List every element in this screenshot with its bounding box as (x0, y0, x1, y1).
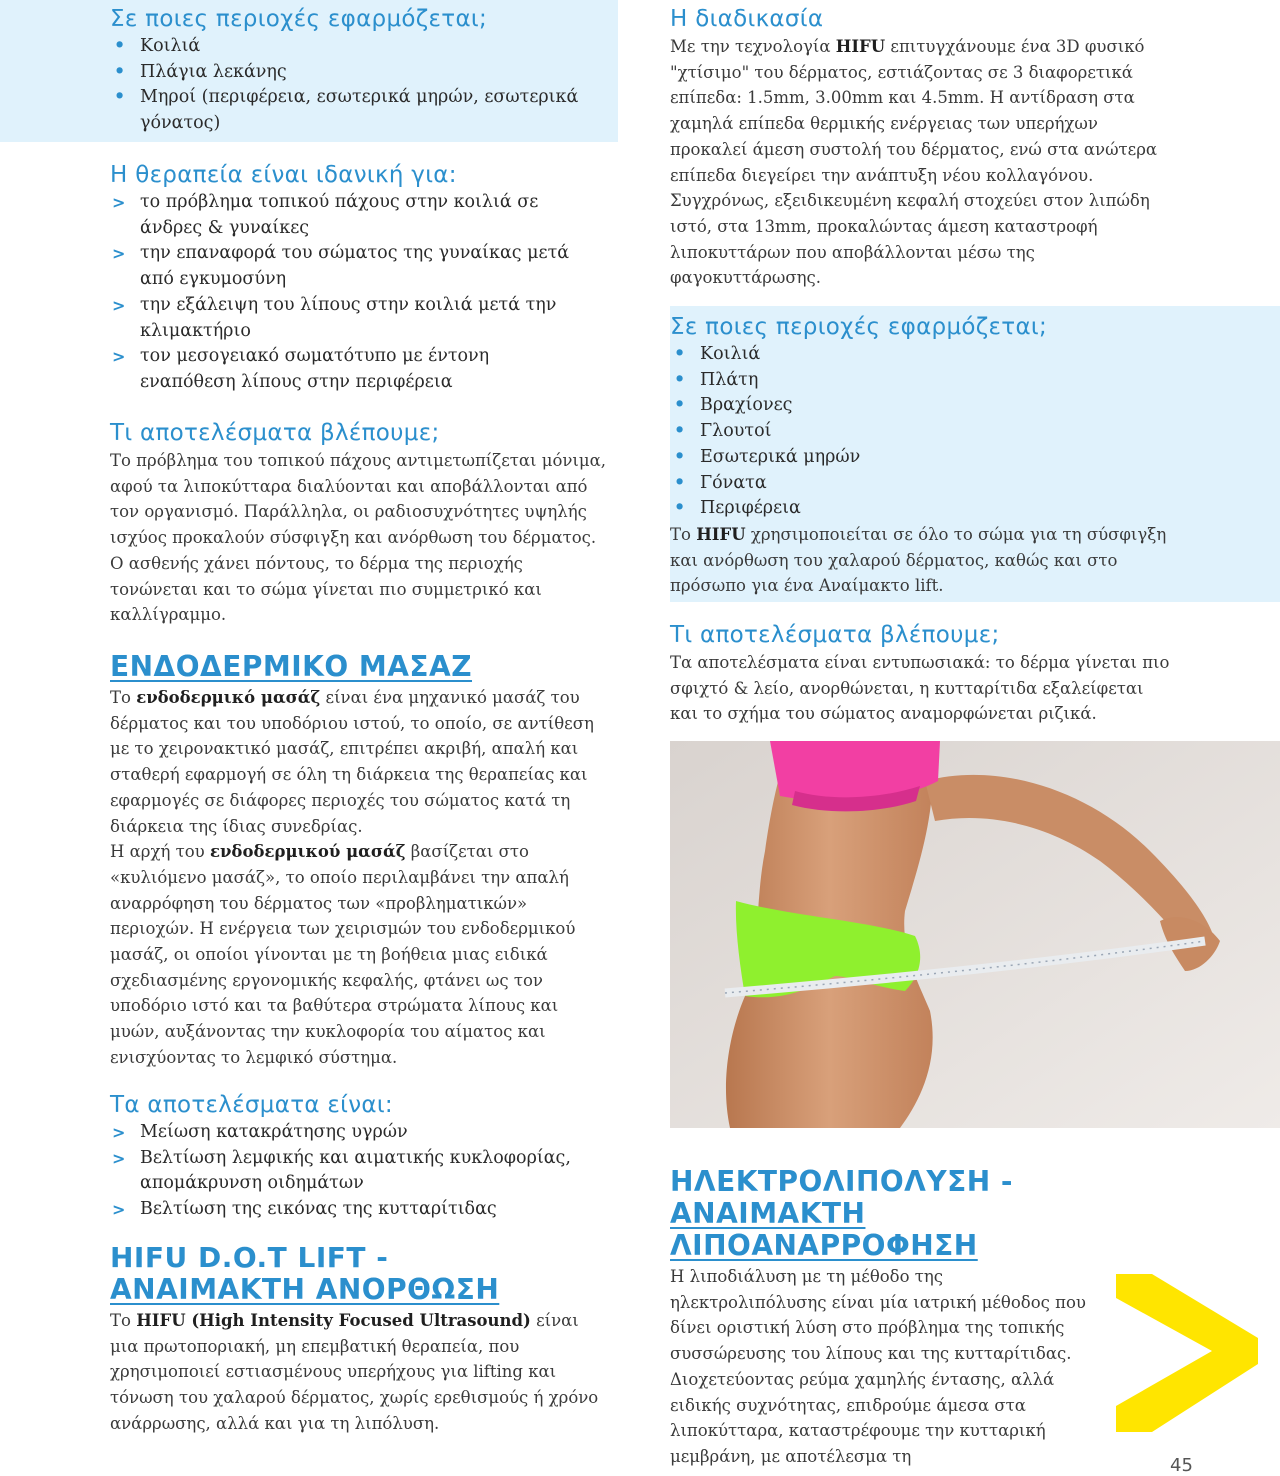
areas-heading-right: Σε ποιες περιοχές εφαρμόζεται; (670, 314, 1048, 340)
process-heading: Η διαδικασία (670, 6, 824, 32)
results-section-3 (670, 620, 1170, 727)
list-item: > την επαναφορά του σώματος της γυναίκας μετά από εγκυμοσύνη (112, 243, 570, 290)
list-item: > Βελτίωση της εικόνας της κυτταρίτιδας (112, 1199, 497, 1220)
electro-paragraph: Η λιποδιάλυση με τη μέθοδο της ηλεκτρολιπόλυσης είναι μία ιατρική μέθοδος που δίνει οριστική λύση στο πρόβλημα της τοπικής συσσώρευσης του λίπους και της κυτταρίτιδας. Διοχετεύοντας ρεύμα χαμηλής έντασης, αλλά ειδικής συχνότητας, επιδρούμε άμεσα στα λιποκύτταρα, καταστρέφουμε την κυτταρική μεμβράνη, με αποτέλεσμα τη (670, 1267, 1086, 1466)
list-item: > το πρόβλημα τοπικού πάχους στην κοιλιά σε άνδρες & γυναίκες (112, 192, 539, 238)
list-item: • Κοιλιά (114, 36, 201, 56)
areas-section-right (670, 312, 1170, 599)
massage-paragraph-1: Το ενδοδερμικό μασάζ είναι ένα μηχανικό μασάζ του δέρματος και του υποδόριου ιστού, το οποίο, σε αντίθεση με το χειρονακτικό μασάζ, επιτρέπει ακριβή, απαλή και σταθερή εφαρμογή σε όλη τη διάρκεια της θεραπείας και εφαρμογές σε διάφορες περιοχές του σώματος κατά τη διάρκεια της ίδιας συνεδρίας. (110, 688, 594, 836)
process-paragraph: Με την τεχνολογία HIFU επιτυγχάνουμε ένα 3D φυσικό "χτίσιμο" του δέρματος, εστιάζοντας σε 3 διαφορετικά επίπεδα: 1.5mm, 3.00mm και 4.5mm. Η αντίδραση στα χαμηλά επίπεδα θερμικής ενέργειας των υπερήχων προκαλεί άμεση συστολή του δέρματος, ενώ στα ανώτερα επίπεδα διεγείρει την ανάπτυξη νέου κολλαγόνου. Συγχρόνως, εξειδικευμένη κεφαλή στοχεύει στον λιπώδη ιστό, στα 13mm, προκαλώντας άμεση καταστροφή λιποκυττάρων που αποβάλλονται μέσω της φαγοκυττάρωσης. (670, 37, 1158, 288)
areas-section-left (110, 4, 618, 137)
list-item: • Κοιλιά (674, 344, 761, 364)
list-item: • Εσωτερικά μηρών (674, 446, 861, 467)
hifu-paragraph: Το HIFU (High Intensity Focused Ultrasound) είναι μια πρωτοποριακή, μη επεμβατική θεραπεία, που χρησιμοποιεί εστιασμένους υπερήχους για lifting και τόνωση του χαλαρού δέρματος, χωρίς ερεθισμούς ή χρόνο ανάρρωσης, αλλά και για τη λιπόλυση. (110, 1311, 599, 1433)
results-text-1: Το πρόβλημα του τοπικού πάχους αντιμετωπίζεται μόνιμα, αφού τα λιποκύτταρα διαλύονται και αποβάλλονται από τον οργανισμό. Παράλληλα, οι ραδιοσυχνότητες υψηλής ισχύος προκαλούν σύσφιγξη και ανόρθωση του δέρματος. Ο ασθενής χάνει πόντους, το δέρμα της περιοχής τονώνεται και το σώμα γίνεται πιο συμμετρικό και καλλίγραμμο. (110, 451, 607, 625)
electro-title-line-1: ΗΛΕΚΤΡΟΛΙΠΟΛΥΣΗ - (670, 1165, 1014, 1198)
results-heading-3: Τι αποτελέσματα βλέπουμε; (670, 622, 1000, 648)
list-item: • Βραχίονες (674, 395, 793, 416)
massage-section (110, 651, 610, 1071)
results-list-2 (110, 1120, 610, 1223)
areas-list-left (110, 34, 618, 137)
ideal-section (110, 160, 618, 396)
list-item: > Βελτίωση λεμφικής και αιματικής κυκλοφορίας, απομάκρυνση οιδημάτων (112, 1147, 571, 1194)
list-item: > τον μεσογειακό σωματότυπο με έντονη εναπόθεση λίπους στην περιφέρεια (112, 346, 490, 392)
page-number: 45 (1170, 1455, 1193, 1476)
results-heading-2: Τα αποτελέσματα είναι: (110, 1092, 393, 1118)
photo-illustration (670, 741, 1280, 1128)
results-section-2 (110, 1090, 610, 1223)
electro-section (670, 1166, 1170, 1470)
list-item: • Μηροί (περιφέρεια, εσωτερικά μηρών, εσωτερικά γόνατος) (114, 87, 579, 134)
process-section (670, 4, 1170, 291)
results-text-3: Τα αποτελέσματα είναι εντυπωσιακά: το δέρμα γίνεται πιο σφιχτό & λείο, ανορθώνεται, η κυτταρίτιδα εξαλείφεται και το σχήμα του σώματος αναμορφώνεται ριζικά. (670, 653, 1170, 724)
hifu-section (110, 1242, 610, 1437)
list-item: • Πλάγια λεκάνης (114, 61, 287, 82)
results-heading-1: Τι αποτελέσματα βλέπουμε; (110, 420, 440, 446)
list-item: • Γλουτοί (674, 421, 772, 442)
results-section-1 (110, 418, 610, 628)
ideal-list (110, 190, 580, 396)
body-measuring-photo (670, 741, 1280, 1128)
hifu-title-line-1: HIFU D.O.T LIFT - (110, 1241, 389, 1274)
list-item: • Πλάτη (674, 369, 759, 390)
list-item: • Γόνατα (674, 472, 767, 493)
hifu-usage-text: Το HIFU χρησιμοποιείται σε όλο το σώμα για τη σύσφιγξη και ανόρθωση του χαλαρού δέρματος, καθώς και στο πρόσωπο για ένα Αναίμακτο lift. (670, 524, 1167, 596)
massage-paragraph-2: Η αρχή του ενδοδερμικού μασάζ βασίζεται στο «κυλιόμενο μασάζ», το οποίο περιλαμβάνει την απαλή αναρρόφηση του δέρματος των «προβληματικών» περιοχών. Η ενέργεια των χειρισμών του ενδοδερμικού μασάζ, οι οποίοι γίνονται με τη βοήθεια μιας ειδικά σχεδιασμένης εργονομικής κεφαλής, φτάνει ως τον υποδόριο ιστό και τα βαθύτερα στρώματα λίπους και μυών, αυξάνοντας την κυκλοφορία του αίματος και ενισχύοντας το λεμφικό σύστημα. (110, 842, 576, 1067)
ideal-heading: Η θεραπεία είναι ιδανική για: (110, 162, 457, 188)
list-item: • Περιφέρεια (674, 498, 801, 519)
yellow-chevron-icon (1116, 1274, 1258, 1432)
areas-list-right (670, 342, 1170, 522)
list-item: > την εξάλειψη του λίπους στην κοιλιά μετά την κλιμακτήριο (112, 294, 557, 341)
list-item: > Μείωση κατακράτησης υγρών (112, 1122, 408, 1142)
massage-title: ΕΝΔΟΔΕΡΜΙΚΟ ΜΑΣΑΖ (110, 650, 473, 683)
hifu-title-line-2: ΑΝΑΙΜΑΚΤΗ ΑΝΟΡΘΩΣΗ (110, 1273, 500, 1306)
electro-title-line-2: ΑΝΑΙΜΑΚΤΗ ΛΙΠΟΑΝΑΡΡΟΦΗΣΗ (670, 1197, 978, 1262)
areas-heading-left: Σε ποιες περιοχές εφαρμόζεται; (110, 6, 488, 32)
